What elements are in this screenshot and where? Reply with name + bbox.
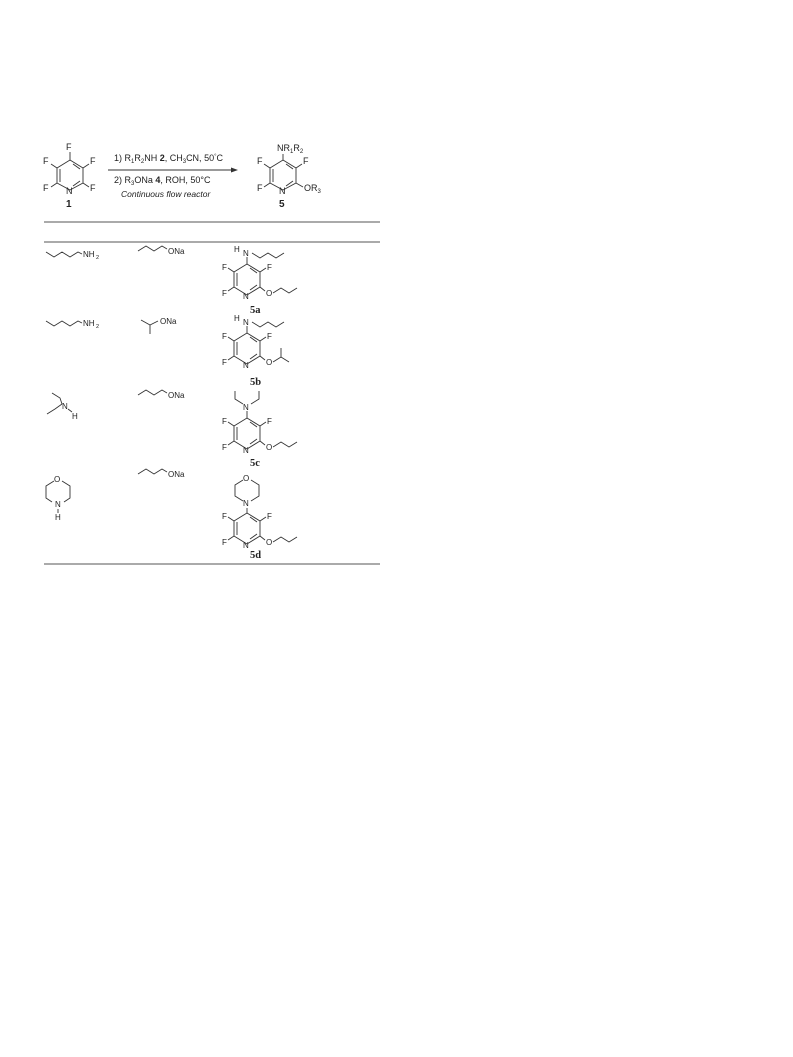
pentafluoropyridine-structure — [43, 142, 96, 196]
table-row — [46, 245, 297, 316]
svg-text:H: H — [72, 412, 78, 421]
svg-text:N: N — [243, 249, 249, 258]
product-label: 5a — [250, 305, 261, 316]
svg-text:F: F — [222, 443, 227, 452]
atom-f: F — [257, 183, 263, 193]
svg-text:NH: NH — [83, 250, 95, 259]
product-label: 5b — [250, 377, 262, 388]
svg-text:F: F — [267, 332, 272, 341]
svg-text:F: F — [222, 263, 227, 272]
svg-text:N: N — [243, 361, 249, 370]
alkoxide-structure — [138, 246, 185, 256]
product-structure — [222, 245, 297, 301]
svg-text:N: N — [243, 541, 249, 550]
svg-text:F: F — [222, 417, 227, 426]
svg-text:ONa: ONa — [168, 470, 185, 479]
product-amine-group: $NR_1R_2$ — [277, 143, 304, 155]
product-alkoxy-group: $OR_3$ — [304, 183, 321, 195]
svg-text:N: N — [243, 292, 249, 301]
svg-text:O: O — [266, 289, 273, 298]
svg-text:F: F — [222, 358, 227, 367]
reaction-arrow — [108, 168, 238, 173]
product-structure — [222, 391, 297, 455]
svg-text:NH: NH — [83, 319, 95, 328]
svg-text:N: N — [55, 500, 61, 509]
atom-f: F — [90, 156, 96, 166]
svg-text:ONa: ONa — [168, 391, 185, 400]
amine-structure — [46, 475, 70, 522]
svg-text:2: 2 — [96, 255, 100, 261]
alkoxide-structure — [138, 469, 185, 479]
svg-text:O: O — [54, 475, 61, 484]
product-structure — [222, 474, 297, 550]
svg-text:F: F — [222, 332, 227, 341]
svg-text:N: N — [243, 403, 249, 412]
product-structure — [222, 314, 289, 370]
atom-n: N — [66, 186, 73, 196]
atom-f: F — [257, 156, 263, 166]
svg-text:F: F — [222, 512, 227, 521]
atom-f: F — [43, 156, 49, 166]
svg-text:F: F — [267, 263, 272, 272]
svg-text:O: O — [266, 358, 273, 367]
amine-structure — [46, 319, 99, 330]
product-label: 5c — [250, 458, 260, 469]
svg-text:O: O — [266, 443, 273, 452]
table-row — [46, 314, 289, 388]
atom-f: F — [90, 183, 96, 193]
table-row — [46, 469, 297, 561]
svg-text:F: F — [267, 417, 272, 426]
svg-text:ONa: ONa — [160, 317, 177, 326]
svg-text:H: H — [55, 513, 61, 522]
svg-text:ONa: ONa — [168, 247, 185, 256]
amine-structure — [46, 250, 99, 261]
svg-text:H: H — [234, 314, 240, 323]
compound-label-1: 1 — [66, 199, 72, 210]
svg-text:2: 2 — [96, 324, 100, 330]
condition-step-2: 2) $R_3ONa$ 4, ROH, 50°C — [114, 175, 211, 187]
product-5-structure — [257, 143, 322, 196]
svg-text:F: F — [222, 289, 227, 298]
atom-f: F — [66, 142, 72, 152]
svg-text:H: H — [234, 245, 240, 254]
svg-text:N: N — [243, 499, 249, 508]
product-label: 5d — [250, 550, 262, 561]
alkoxide-structure — [141, 317, 177, 334]
compound-label-5: 5 — [279, 199, 285, 210]
atom-n: N — [279, 186, 286, 196]
amine-structure — [47, 393, 78, 421]
atom-f: F — [303, 156, 309, 166]
svg-text:N: N — [243, 446, 249, 455]
svg-text:F: F — [222, 538, 227, 547]
condition-reactor: Continuous flow reactor — [121, 189, 211, 199]
condition-step-1: 1) $R_1R_2NH$ 2, $CH_3CN$, 50°C — [114, 153, 223, 165]
alkoxide-structure — [138, 390, 185, 400]
svg-text:O: O — [266, 538, 273, 547]
atom-f: F — [43, 183, 49, 193]
table-row — [47, 390, 297, 469]
svg-text:O: O — [243, 474, 250, 483]
svg-text:N: N — [62, 402, 68, 411]
svg-text:N: N — [243, 318, 249, 327]
svg-text:F: F — [267, 512, 272, 521]
